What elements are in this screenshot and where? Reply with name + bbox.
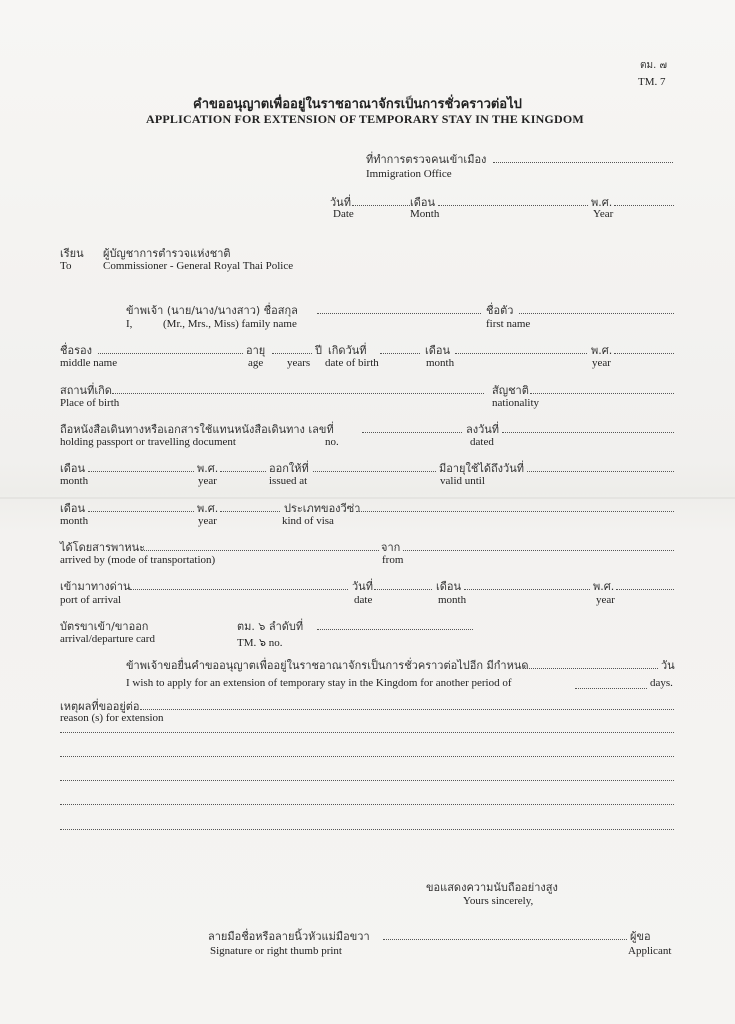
arrival-year-field[interactable] [616,589,674,590]
name-i-en: I, [126,318,133,330]
form-code-th: ตม. ๗ [640,60,667,71]
issue-year-field[interactable] [220,471,266,472]
from-label-en: from [382,554,404,566]
arrival-date-label-th: วันที่ [352,580,373,593]
apply-days-th-field[interactable] [523,668,658,669]
paper-fold [0,497,735,499]
arrival-year-label-en: year [596,594,615,606]
applicant-label-en: Applicant [628,945,672,957]
to-value-th: ผู้บัญชาการตำรวจแห่งชาติ [103,247,231,260]
card-label-en: arrival/departure card [60,633,155,645]
reason-line-4[interactable] [60,780,674,781]
age-field[interactable] [272,353,312,354]
years-label-th: ปี [315,344,322,357]
tm6-label-en: TM. ๖ no. [237,637,283,649]
arrival-month-label-th: เดือน [436,580,462,593]
apply-text-en: I wish to apply for an extension of temporary stay in the Kingdom for another period of [126,677,512,689]
issued-at-label-th: ออกให้ที่ [269,462,309,475]
issue-month-label-en: month [60,475,89,487]
apply-days-label-th: วัน [661,659,675,672]
visa-month-field[interactable] [88,511,194,512]
middle-name-label-en: middle name [60,357,118,369]
arrival-month-field[interactable] [464,589,590,590]
visa-year-label-th: พ.ศ. [197,502,219,515]
to-label-en: To [60,260,72,272]
reason-line-6[interactable] [60,829,674,830]
date-day-field[interactable] [352,205,410,206]
date-year-label-en: Year [593,208,614,220]
arrival-date-label-en: date [354,594,373,606]
valid-until-label-th: มีอายุใช้ได้ถึงวันที่ [439,462,524,475]
date-year-field[interactable] [614,205,674,206]
visa-month-label-th: เดือน [60,502,86,515]
visa-year-field[interactable] [220,511,280,512]
issue-year-label-th: พ.ศ. [197,462,219,475]
date-label-th: วันที่ [330,196,351,209]
passport-label-th: ถือหนังสือเดินทางหรือเอกสารใช้แทนหนังสือเดินทาง เลขที่ [60,423,334,436]
reason-line-5[interactable] [60,804,674,805]
reason-line-3[interactable] [60,756,674,757]
passport-number-field[interactable] [362,432,462,433]
transport-field[interactable] [141,550,379,551]
dob-year-label-th: พ.ศ. [591,344,613,357]
transport-label-en: arrived by (mode of transportation) [60,554,216,566]
years-label-en: years [287,357,311,369]
reason-line-2[interactable] [60,732,674,733]
from-field[interactable] [403,550,674,551]
tm6-number-field[interactable] [317,629,473,630]
birthplace-label-th: สถานที่เกิด [60,384,112,397]
family-name-field[interactable] [317,313,481,314]
age-label-en: age [248,357,264,369]
tm6-label-th: ตม. ๖ ลำดับที่ [237,620,304,633]
port-label-th: เข้ามาทางด่าน [60,580,131,593]
first-name-label-th: ชื่อตัว [486,304,514,317]
dob-year-field[interactable] [614,353,674,354]
dob-month-field[interactable] [455,353,587,354]
dob-month-label-th: เดือน [425,344,451,357]
date-month-label-en: Month [410,208,440,220]
signature-label-th: ลายมือชื่อหรือลายนิ้วหัวแม่มือขวา [208,930,370,943]
family-name-label-en: (Mr., Mrs., Miss) family name [163,318,297,330]
office-label-en: Immigration Office [366,168,452,180]
visa-kind-label-en: kind of visa [282,515,334,527]
port-label-en: port of arrival [60,594,122,606]
age-label-th: อายุ [246,344,266,357]
reason-label-en: reason (s) for extension [60,712,164,724]
date-month-label-th: เดือน [410,196,436,209]
visa-month-label-en: month [60,515,89,527]
valid-until-label-en: valid until [440,475,485,487]
passport-dated-field[interactable] [502,432,674,433]
form-code-en: TM. 7 [638,76,666,88]
birthplace-field[interactable] [112,393,484,394]
first-name-field[interactable] [519,313,674,314]
nationality-label-en: nationality [492,397,540,409]
dob-label-th: เกิดวันที่ [328,344,367,357]
apply-days-label-en: days. [650,677,673,689]
office-field[interactable] [493,162,673,163]
title-th: คำขออนุญาตเพื่ออยู่ในราชอาณาจักรเป็นการชั่วคราวต่อไป [193,97,522,112]
date-month-field[interactable] [438,205,588,206]
name-label-th: ข้าพเจ้า (นาย/นาง/นางสาว) ชื่อสกุล [126,304,298,317]
issued-at-field[interactable] [313,471,436,472]
title-en: APPLICATION FOR EXTENSION OF TEMPORARY STAY IN THE KINGDOM [146,112,584,126]
birthplace-label-en: Place of birth [60,397,120,409]
transport-label-th: ได้โดยสารพาหนะ [60,541,146,554]
reason-label-th: เหตุผลที่ขออยู่ต่อ [60,700,140,713]
office-label-th: ที่ทำการตรวจคนเข้าเมือง [366,153,487,166]
to-value-en: Commissioner - General Royal Thai Police [103,260,294,272]
applicant-label-th: ผู้ขอ [630,930,651,943]
issue-year-label-en: year [198,475,217,487]
to-label-th: เรียน [60,247,84,260]
nationality-field[interactable] [530,393,674,394]
signature-label-en: Signature or right thumb print [210,945,342,957]
port-field[interactable] [130,589,348,590]
date-label-en: Date [333,208,354,220]
dob-month-label-en: month [426,357,455,369]
middle-name-label-th: ชื่อรอง [60,344,92,357]
arrival-year-label-th: พ.ศ. [593,580,615,593]
passport-no-label-en: no. [325,436,339,448]
dob-label-en: date of birth [325,357,379,369]
dob-day-field[interactable] [380,353,420,354]
first-name-label-en: first name [486,318,531,330]
visa-year-label-en: year [198,515,217,527]
dob-year-label-en: year [592,357,611,369]
reason-line-1[interactable] [140,709,674,710]
date-year-label-th: พ.ศ. [591,196,613,209]
closing-en: Yours sincerely, [463,895,534,907]
apply-text-th: ข้าพเจ้าขอยื่นคำขออนุญาตเพื่ออยู่ในราชอาณาจักรเป็นการชั่วคราวต่อไปอีก มีกำหนด [126,659,529,672]
issued-at-label-en: issued at [269,475,308,487]
arrival-month-label-en: month [438,594,467,606]
closing-th: ขอแสดงความนับถืออย่างสูง [426,881,558,894]
passport-label-en: holding passport or travelling document [60,436,236,448]
passport-dated-label-th: ลงวันที่ [466,423,500,436]
passport-dated-label-en: dated [470,436,494,448]
apply-days-field[interactable] [575,688,647,689]
card-label-th: บัตรขาเข้า/ขาออก [60,620,149,633]
issue-month-label-th: เดือน [60,462,86,475]
arrival-day-field[interactable] [374,589,432,590]
middle-name-field[interactable] [98,353,243,354]
valid-until-field[interactable] [527,471,674,472]
issue-month-field[interactable] [88,471,194,472]
nationality-label-th: สัญชาติ [492,384,529,397]
from-label-th: จาก [381,541,401,554]
visa-kind-field[interactable] [356,511,674,512]
signature-field[interactable] [383,939,627,940]
visa-kind-label-th: ประเภทของวีซ่า [284,502,361,515]
